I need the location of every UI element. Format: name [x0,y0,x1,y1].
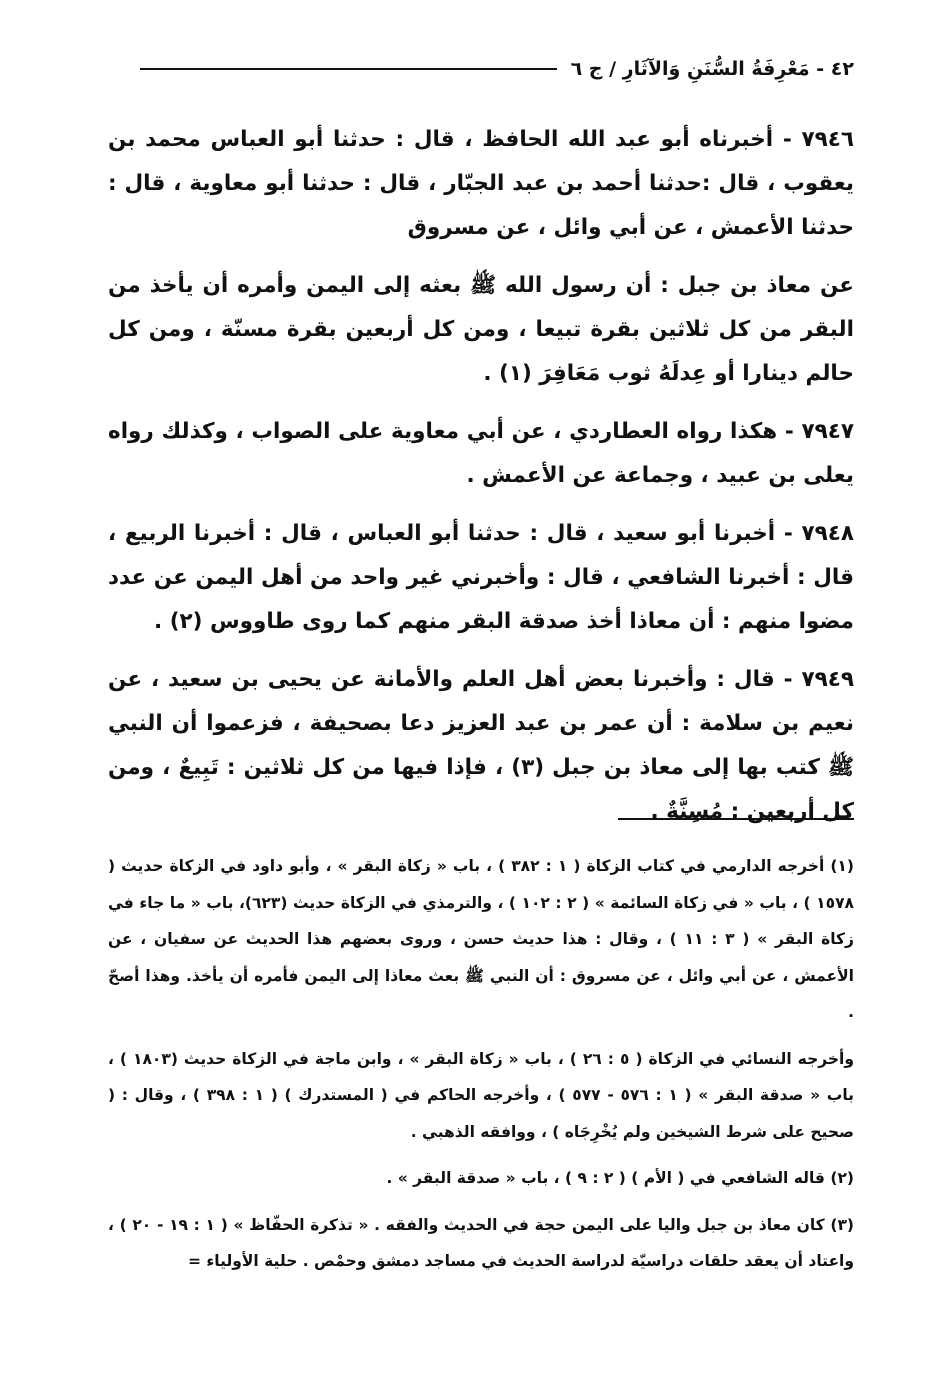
hadith-matn: عن معاذ بن جبل : أن رسول الله ﷺ بعثه إلى اليمن وأمره أن يأخذ من البقر من كل ثلاثين بقرة تبيعا ، ومن كل أربعين بقرة مسنّة ، ومن كل حالم دينارا أو عِدلَهُ ثوب مَعَافِرَ (١) . [108,273,854,386]
hadith-7946: ٧٩٤٦ - أخبرناه أبو عبد الله الحافظ ، قال : حدثنا أبو العباس محمد بن يعقوب ، قال :حدثنا أحمد بن عبد الجبّار ، قال : حدثنا أبو معاوية ، قال : حدثنا الأعمش ، عن أبي وائل ، عن مسروق [108,127,854,240]
running-title: ٤٢ - مَعْرِفَةُ السُّنَنِ وَالآثَارِ / ج ٦ [570,58,854,80]
hadith-7947: ٧٩٤٧ - هكذا رواه العطاردي ، عن أبي معاوية على الصواب ، وكذلك رواه يعلى بن عبيد ، وجماعة عن الأعمش . [108,419,854,488]
footnotes [108,848,854,1290]
footnote-2: (٢) قاله الشافعي في ( الأم ) ( ٢ : ٩ ) ، باب « صدقة البقر » . [386,1169,854,1187]
footnote-1: (١) أخرجه الدارمي في كتاب الزكاة ( ١ : ٣٨٢ ) ، باب « زكاة البقر » ، وأبو داود في الزكاة حديث ( ١٥٧٨ ) ، باب « في زكاة السائمة » ( ٢ : ١٠٢ ) ، والترمذي في الزكاة حديث (٦٢٣)، باب « ما جاء في زكاة البقر » ( ٣ : ١١ ) ، وقال : هذا حديث حسن ، وروى بعضهم هذا الحديث عن سفيان ، عن الأعمش ، عن أبي وائل ، عن مسروق : أن النبي ﷺ بعث معاذا إلى اليمن فأمره أن يأخذ. وهذا أصحّ . [108,857,854,1021]
page-header [140,58,854,80]
footnote-1-continued: وأخرجه النسائي في الزكاة ( ٥ : ٢٦ ) ، باب « زكاة البقر » ، وابن ماجة في الزكاة حديث (١٨٠٣ ) ، باب « صدقة البقر » ( ١ : ٥٧٦ - ٥٧٧ ) ، وأخرجه الحاكم في ( المستدرك ) ( ١ : ٣٩٨ ) ، وقال : ( صحيح على شرط الشيخين ولم يُخْرِجَاه ) ، ووافقه الذهبي . [108,1049,855,1141]
hadith-7949: ٧٩٤٩ - قال : وأخبرنا بعض أهل العلم والأمانة عن يحيى بن سعيد ، عن نعيم بن سلامة : أن عمر بن عبد العزيز دعا بصحيفة ، فزعموا أن النبي ﷺ كتب بها إلى معاذ بن جبل (٣) ، فإذا فيها من كل ثلاثين : تَبِيعٌ ، ومن كل أربعين : مُسِنَّةٌ . [108,667,854,824]
main-text [108,118,854,848]
footnote-separator [618,818,854,820]
footnote-3: (٣) كان معاذ بن جبل واليا على اليمن حجة في الحديث والفقه . « تذكرة الحفّاظ » ( ١ : ١٩ - ٢٠ ) ، واعتاد أن يعقد حلقات دراسيّة لدراسة الحديث في مساجد دمشق وحمْص . حلية الأولياء = [108,1215,854,1270]
hadith-7948: ٧٩٤٨ - أخبرنا أبو سعيد ، قال : حدثنا أبو العباس ، قال : أخبرنا الربيع ، قال : أخبرنا الشافعي ، قال : وأخبرني غير واحد من أهل اليمن عن عدد مضوا منهم : أن معاذا أخذ صدقة البقر منهم كما روى طاووس (٢) . [108,521,854,634]
header-rule [140,68,557,70]
